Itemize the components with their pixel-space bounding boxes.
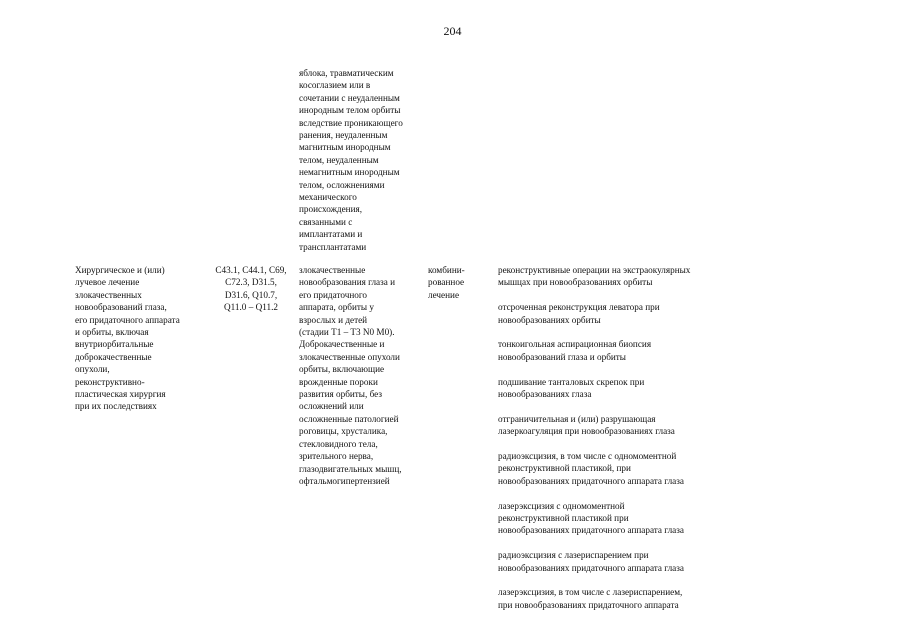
page-number: 204	[443, 24, 462, 38]
treatment-method-item: реконструктивные операции на экстраокулярных мышцах при новообразованиях орбиты	[498, 265, 691, 288]
treatment-method-item: отсроченная реконструкция леватора при новообразованиях орбиты	[498, 302, 660, 325]
treatment-methods-list	[498, 264, 798, 624]
treatment-method-item: лазерэксцизия, в том числе с лазериспарением, при новообразованиях придаточного аппарата	[498, 587, 683, 610]
treatment-method-item: радиоэксцизия с лазериспарением при новообразованиях придаточного аппарата глаза	[498, 550, 684, 573]
patient-model-cell: злокачественные новообразования глаза и его придаточного аппарата, орбиты у взрослых и детей (стадии T1 – T3 N0 M0). Доброкачественные и злокачественные опухоли орбиты, включающие врожденные пороки развития орбиты, без осложнений или осложненные патологией роговицы, хрусталика, стекловидного тела, зрительного нерва, глазодвигательных мышц, офтальмогипертензией	[299, 265, 402, 486]
treatment-method-item: радиоэксцизия, в том числе с одномоментной реконструктивной пластикой, при новообразованиях придаточного аппарата глаза	[498, 451, 684, 486]
care-type-cell: Хирургическое и (или) лучевое лечение злокачественных новообразований глаза, его придаточного аппарата и орбиты, включая внутриорбитальные доброкачественные опухоли, реконструктивно- пластическая хирургия при их последствиях	[75, 265, 180, 412]
treatment-method-item: тонкоигольная аспирационная биопсия новообразований глаза и орбиты	[498, 339, 652, 362]
treatment-method-item: лазерэксцизия с одномоментной реконструктивной пластикой при новообразованиях придаточного аппарата глаза	[498, 500, 684, 536]
treatment-type-cell: комбини- рованное лечение	[428, 265, 465, 300]
treatment-method-item: подшивание танталовых скрепок при новообразованиях глаза	[498, 376, 645, 400]
patient-model-continuation: яблока, травматическим косоглазием или в сочетании с неудаленным инородным телом орбиты вследствие проникающего ранения, неудаленным магнитным инородным телом, неудаленным немагнитным инородным телом, осложнениями механического происхождения, связанными с имплантатами и трансплантатами	[299, 68, 403, 252]
treatment-method-item: отграничительная и (или) разрушающая лазеркоагуляция при новообразованиях глаза	[498, 413, 675, 437]
icd-codes-cell: C43.1, C44.1, C69, C72.3, D31.5, D31.6, Q10.7, Q11.0 – Q11.2	[215, 265, 287, 313]
